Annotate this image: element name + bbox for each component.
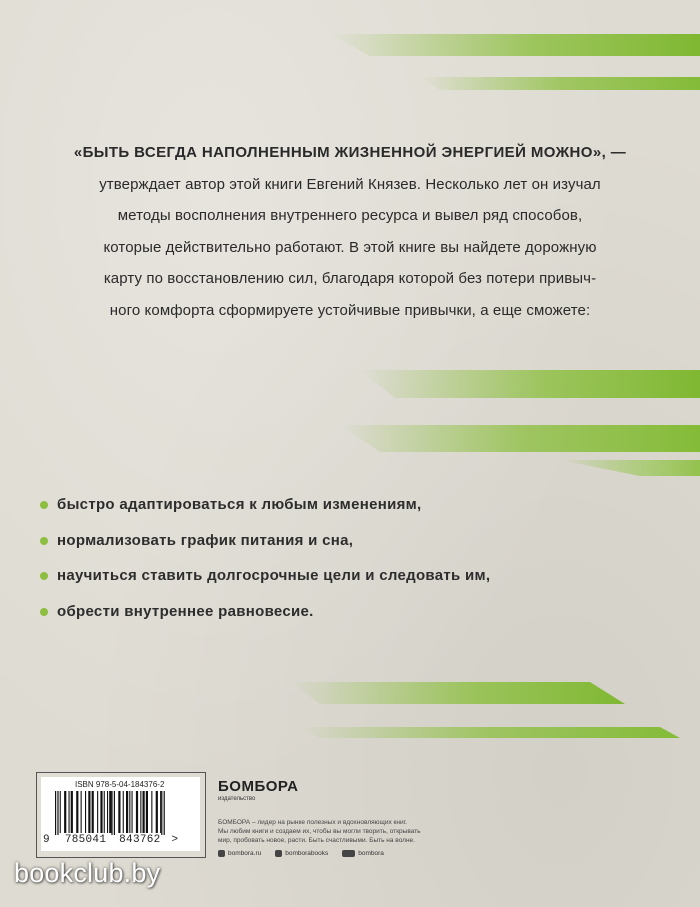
barcode-bar xyxy=(146,791,148,833)
barcode-bar xyxy=(111,791,112,835)
barcode-bar xyxy=(151,791,152,833)
stripe-top-1 xyxy=(330,34,700,56)
list-item xyxy=(40,490,660,526)
barcode-box xyxy=(36,772,206,858)
instagram-link-text: bomborabooks xyxy=(285,850,329,857)
publisher-description-line: мир, пробовать новое, расти. Быть счастливыми. Быть на волне. xyxy=(218,837,415,844)
barcode-bar xyxy=(92,791,94,833)
publisher-description-line: БОМБОРА – лидер на рынке полезных и вдохновляющих книг. xyxy=(218,819,407,826)
barcode-bar xyxy=(126,791,128,833)
isbn-text: ISBN 978-5-04-184376-2 xyxy=(75,780,165,789)
barcode-bars xyxy=(55,791,187,835)
stripe-mid-3 xyxy=(560,460,700,476)
barcode-bar xyxy=(143,791,145,833)
stripe-mid-1 xyxy=(360,370,700,398)
intro-lead: «БЫТЬ ВСЕГДА НАПОЛНЕННЫМ ЖИЗНЕННОЙ ЭНЕРГИЕЙ МОЖНО», — xyxy=(73,144,627,161)
barcode-bar xyxy=(136,791,138,833)
site-link-text: bombora.ru xyxy=(228,850,262,857)
barcode-bar xyxy=(69,791,70,833)
barcode-bar xyxy=(71,791,73,833)
list-item xyxy=(40,597,660,633)
barcode-bar xyxy=(109,791,111,833)
instagram-icon xyxy=(275,850,282,857)
barcode xyxy=(41,777,200,851)
barcode-bar xyxy=(104,791,105,833)
watermark: bookclub.by xyxy=(14,858,161,888)
bullet-dot-icon xyxy=(40,608,48,616)
barcode-bar xyxy=(129,791,130,833)
barcode-bar xyxy=(60,791,61,833)
site-link[interactable] xyxy=(218,850,261,857)
ean-digit-trail: > xyxy=(171,834,179,846)
barcode-bar xyxy=(114,791,115,835)
barcode-bar xyxy=(132,791,133,833)
publisher-block xyxy=(218,778,478,857)
barcode-bar xyxy=(118,791,120,833)
barcode-bar xyxy=(85,791,86,833)
vk-link-text: bombora xyxy=(358,850,384,857)
ean-digit-group-1: 785041 xyxy=(64,834,107,846)
barcode-bar xyxy=(57,791,58,835)
publisher-description-line: Мы любим книги и создаем их, чтобы вы могли творить, открывать xyxy=(218,828,421,835)
barcode-bar xyxy=(160,791,161,833)
stripe-bottom-1 xyxy=(290,682,625,704)
list-item-text: нормализовать график питания и сна, xyxy=(57,531,354,549)
intro-line: утверждает автор этой книги Евгений Князев. Несколько лет он изучал xyxy=(99,175,601,193)
bullet-dot-icon xyxy=(40,572,48,580)
publisher-logo: БОМБОРА xyxy=(218,778,299,795)
barcode-bar xyxy=(81,791,82,833)
barcode-bar xyxy=(64,791,66,833)
vk-icon xyxy=(342,850,355,857)
intro-line: карту по восстановлению сил, благодаря которой без потери привыч- xyxy=(103,270,597,287)
ean-digits xyxy=(43,834,178,846)
list-item xyxy=(40,526,660,562)
barcode-bar xyxy=(164,791,165,835)
publisher-subtitle: издательство xyxy=(218,796,256,802)
barcode-bar xyxy=(156,791,158,833)
list-item-text: обрести внутреннее равновесие. xyxy=(57,602,314,620)
globe-icon xyxy=(218,850,225,857)
stripe-mid-2 xyxy=(340,425,700,452)
barcode-bar xyxy=(140,791,141,833)
instagram-link[interactable] xyxy=(275,850,328,857)
barcode-bar xyxy=(88,791,90,833)
bullet-dot-icon xyxy=(40,501,48,509)
intro-line: которые действительно работают. В этой книге вы найдете дорожную xyxy=(103,238,597,256)
barcode-bar xyxy=(76,791,78,833)
list-item-text: быстро адаптироваться к любым изменениям, xyxy=(57,496,422,513)
bullet-dot-icon xyxy=(40,537,48,545)
ean-digit-group-2: 843762 xyxy=(119,834,161,846)
intro-line: методы восполнения внутреннего ресурса и вывел ряд способов, xyxy=(117,207,583,224)
publisher-links xyxy=(218,850,478,857)
barcode-bar xyxy=(55,791,56,835)
intro-paragraph xyxy=(18,137,682,326)
barcode-bar xyxy=(100,791,102,833)
barcode-bar xyxy=(161,791,162,835)
benefits-list xyxy=(40,490,660,632)
intro-line: ного комфорта сформируете устойчивые привычки, а еще сможете: xyxy=(109,301,591,319)
ean-digit-lead: 9 xyxy=(43,834,50,846)
barcode-bar xyxy=(97,791,98,833)
barcode-bar xyxy=(107,791,108,833)
list-item-text: научиться ставить долгосрочные цели и следовать им, xyxy=(57,567,491,584)
publisher-description xyxy=(218,818,468,845)
vk-link[interactable] xyxy=(342,850,384,857)
list-item xyxy=(40,561,660,597)
stripe-bottom-2 xyxy=(300,727,680,738)
stripe-top-2 xyxy=(420,77,700,90)
barcode-bar xyxy=(123,791,124,833)
